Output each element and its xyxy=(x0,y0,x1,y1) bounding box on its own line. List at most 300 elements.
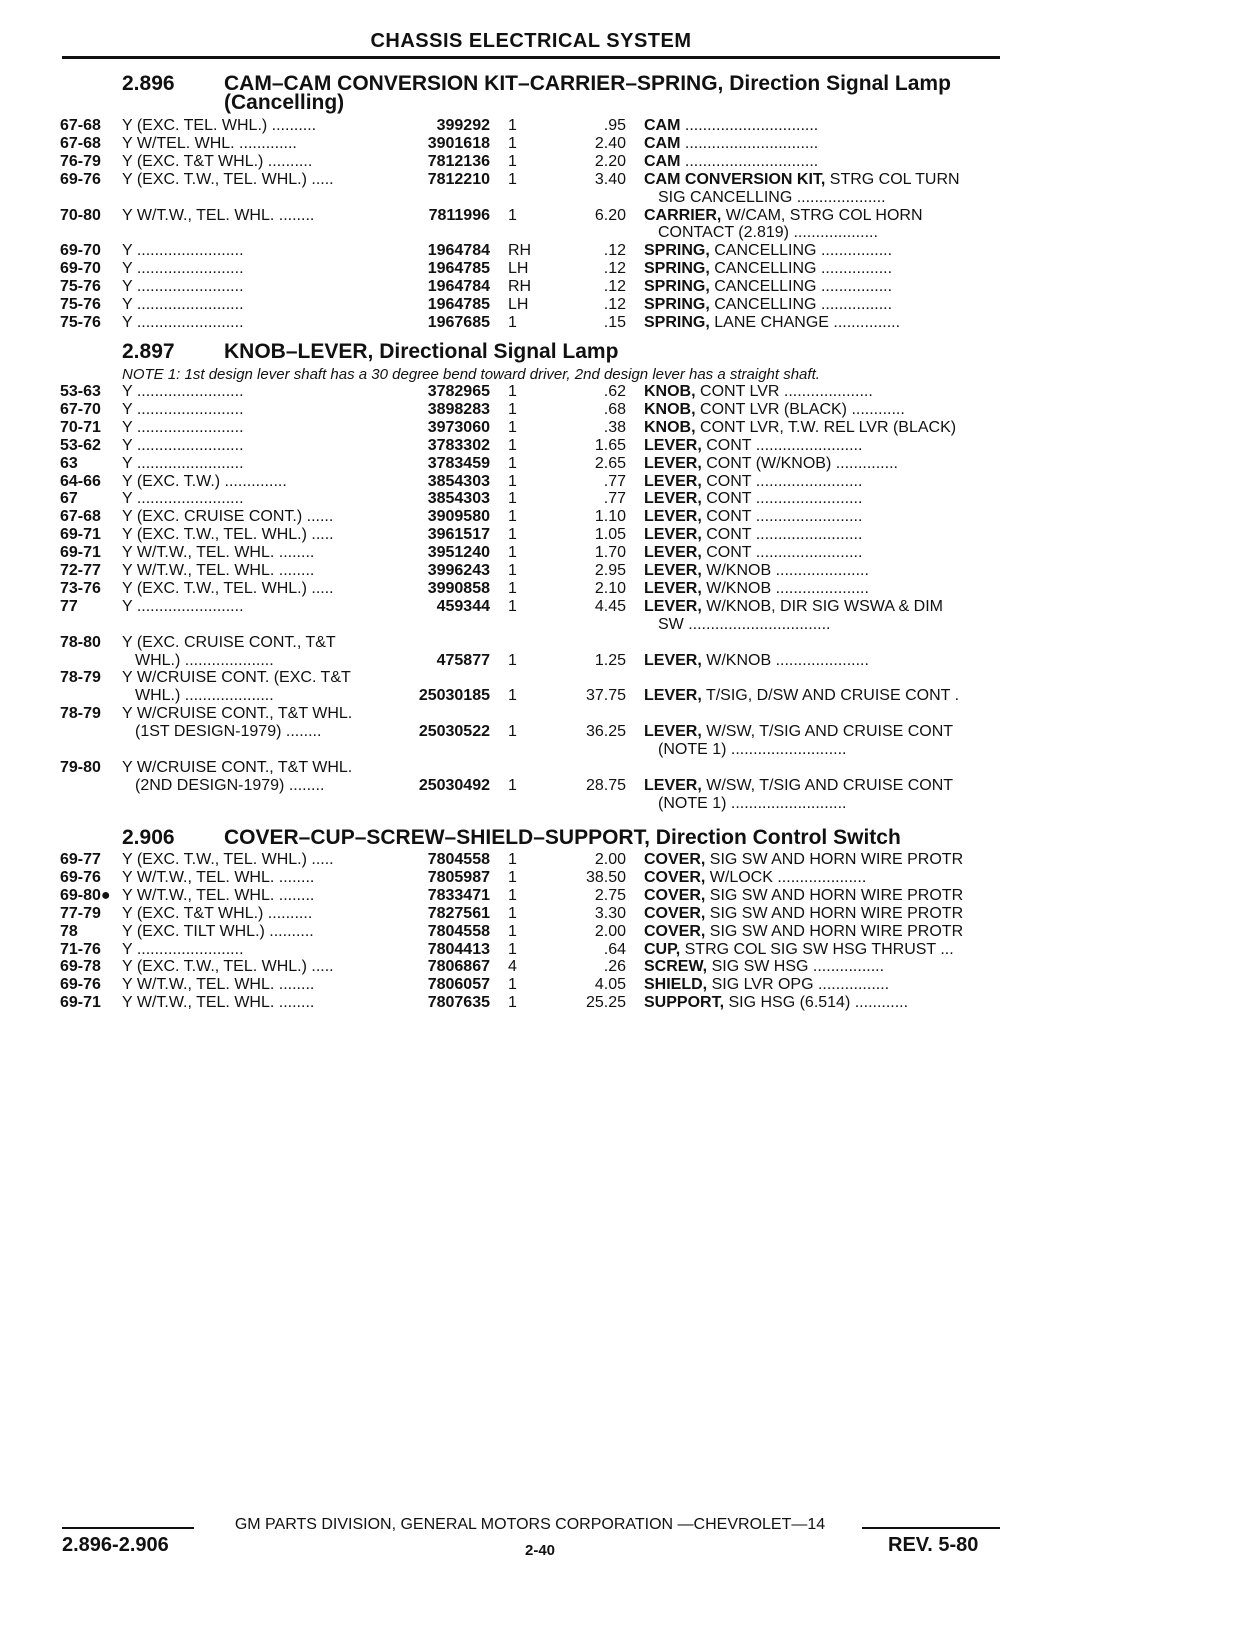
description xyxy=(644,958,1002,976)
section-number: 2.897 xyxy=(122,340,175,363)
description-detail: CONT ........................ xyxy=(701,436,863,454)
application: Y ........................ xyxy=(122,383,244,400)
quantity: 1 xyxy=(508,152,517,170)
price: 2.75 xyxy=(594,886,626,904)
description xyxy=(644,941,1002,959)
parts-row xyxy=(0,207,1240,225)
description xyxy=(644,723,1002,741)
description-name: LEVER, xyxy=(644,651,702,669)
description xyxy=(644,490,1002,508)
part-number: 7804558 xyxy=(427,922,490,940)
section-title xyxy=(224,827,901,848)
description-continuation xyxy=(0,741,1240,759)
application: Y ........................ xyxy=(122,454,244,472)
part-number: 3898283 xyxy=(427,400,490,418)
description-name: KNOB, xyxy=(644,418,696,436)
quantity: 1 xyxy=(508,400,517,418)
description-continued: (NOTE 1) .......................... xyxy=(658,794,847,812)
description-detail: W/KNOB ..................... xyxy=(701,651,869,669)
application: Y W/CRUISE CONT. (EXC. T&T xyxy=(122,669,351,687)
model-years: 77 xyxy=(60,597,78,615)
price: 38.50 xyxy=(585,868,626,886)
description-detail: T/SIG, D/SW AND CRUISE CONT . xyxy=(701,687,960,705)
section-number: 2.906 xyxy=(122,826,175,849)
description-name: SPRING, xyxy=(644,242,710,260)
model-years: 72-77 xyxy=(60,562,101,579)
price: 2.10 xyxy=(594,579,626,597)
quantity: 1 xyxy=(508,579,517,597)
quantity: 1 xyxy=(508,904,517,922)
model-years: 63 xyxy=(60,454,78,472)
description xyxy=(644,135,1002,153)
part-number: 3901618 xyxy=(427,134,490,152)
footer-rule-left xyxy=(62,1527,194,1529)
description-name: LEVER, xyxy=(644,544,702,562)
price: .38 xyxy=(603,418,626,436)
description xyxy=(644,544,1002,562)
description-name: SHIELD, xyxy=(644,976,708,994)
part-number: 7806867 xyxy=(427,958,490,976)
parts-row xyxy=(0,153,1240,171)
quantity: 1 xyxy=(508,687,517,705)
description xyxy=(644,419,1002,437)
parts-row-continuation xyxy=(0,687,1240,705)
part-number: 1964785 xyxy=(427,296,490,313)
description-name: CAM CONVERSION KIT, xyxy=(644,170,826,188)
price: 2.65 xyxy=(594,454,626,472)
description xyxy=(644,455,1002,473)
description-detail: SIG LVR OPG ................ xyxy=(707,976,890,994)
description-continued: CONTACT (2.819) ................... xyxy=(658,224,878,242)
description-name: LEVER, xyxy=(644,436,702,454)
price: 36.25 xyxy=(585,723,626,741)
description-name: SUPPORT, xyxy=(644,994,725,1012)
price: 4.05 xyxy=(594,976,626,994)
description-name: LEVER, xyxy=(644,562,702,579)
section-title-bold: KNOB–LEVER, xyxy=(224,340,374,363)
quantity: 1 xyxy=(508,868,517,886)
parts-row xyxy=(0,634,1240,652)
description xyxy=(644,687,1002,705)
parts-row xyxy=(0,296,1240,314)
price: .12 xyxy=(603,296,626,313)
part-number: 7812136 xyxy=(427,152,490,170)
part-number: 475877 xyxy=(436,651,490,669)
section-title xyxy=(224,341,618,362)
section-number: 2.896 xyxy=(122,72,175,95)
model-years: 78-79 xyxy=(60,705,101,723)
price: 2.20 xyxy=(594,152,626,170)
application: Y (EXC. TILT WHL.) .......... xyxy=(122,922,314,940)
quantity: 1 xyxy=(508,418,517,436)
model-years: 67-68 xyxy=(60,117,101,134)
application: Y (EXC. CRUISE CONT., T&T xyxy=(122,633,336,651)
application: Y ........................ xyxy=(122,242,244,260)
quantity: 1 xyxy=(508,383,517,400)
header-rule xyxy=(62,56,1000,59)
parts-row-continuation xyxy=(0,652,1240,670)
description xyxy=(644,278,1002,296)
description xyxy=(644,401,1002,419)
parts-row xyxy=(0,544,1240,562)
description-continuation xyxy=(0,795,1240,813)
model-years: 53-63 xyxy=(60,383,101,400)
quantity: 1 xyxy=(508,206,517,224)
parts-row xyxy=(0,490,1240,508)
description xyxy=(644,117,1002,135)
price: 25.25 xyxy=(585,994,626,1012)
part-number: 3996243 xyxy=(427,562,490,579)
application: Y (EXC. T&T WHL.) .......... xyxy=(122,904,313,922)
quantity: 1 xyxy=(508,472,517,490)
quantity: 1 xyxy=(508,940,517,958)
part-number: 1967685 xyxy=(427,313,490,331)
description-continuation xyxy=(0,189,1240,207)
price: 1.25 xyxy=(594,651,626,669)
description-detail: W/KNOB ..................... xyxy=(701,562,869,579)
description-detail: W/KNOB, DIR SIG WSWA & DIM xyxy=(701,597,943,615)
application: Y W/T.W., TEL. WHL. ........ xyxy=(122,976,315,994)
part-number: 3783459 xyxy=(427,454,490,472)
price: 28.75 xyxy=(585,776,626,794)
part-number: 25030522 xyxy=(418,723,490,741)
description-detail: CONT LVR (BLACK) ............ xyxy=(695,400,905,418)
application-continued: (2ND DESIGN-1979) ........ xyxy=(135,776,325,794)
quantity: 4 xyxy=(508,958,517,976)
part-number: 3961517 xyxy=(427,526,490,544)
price: .95 xyxy=(603,117,626,134)
quantity: 1 xyxy=(508,508,517,526)
footer-rule-right xyxy=(862,1527,1000,1529)
description xyxy=(644,260,1002,278)
description-continued: SIG CANCELLING .................... xyxy=(658,188,886,206)
parts-row xyxy=(0,887,1240,905)
quantity: 1 xyxy=(508,922,517,940)
description-name: CAM xyxy=(644,134,681,152)
description-name: LEVER, xyxy=(644,508,702,526)
description-name: LEVER, xyxy=(644,472,702,490)
description xyxy=(644,242,1002,260)
application-continued: WHL.) .................... xyxy=(135,651,274,669)
application: Y ........................ xyxy=(122,436,244,454)
quantity: 1 xyxy=(508,134,517,152)
model-years: 77-79 xyxy=(60,904,101,922)
description-name: COVER, xyxy=(644,868,706,886)
description xyxy=(644,383,1002,401)
description xyxy=(644,508,1002,526)
parts-row xyxy=(0,117,1240,135)
part-number: 25030185 xyxy=(418,687,490,705)
application: Y ........................ xyxy=(122,278,244,296)
description-name: LEVER, xyxy=(644,687,702,705)
description xyxy=(644,153,1002,171)
quantity: 1 xyxy=(508,490,517,508)
section-title-rest: Directional Signal Lamp xyxy=(373,340,619,363)
parts-row xyxy=(0,526,1240,544)
part-number: 459344 xyxy=(436,597,490,615)
quantity: 1 xyxy=(508,436,517,454)
model-years: 69-71 xyxy=(60,526,101,544)
quantity: 1 xyxy=(508,313,517,331)
description-name: KNOB, xyxy=(644,400,696,418)
description-detail: CONT ........................ xyxy=(701,544,863,562)
parts-row xyxy=(0,314,1240,332)
description xyxy=(644,777,1002,795)
price: 2.00 xyxy=(594,851,626,868)
price: .26 xyxy=(603,958,626,976)
description-detail: CANCELLING ................ xyxy=(709,242,893,260)
application: Y ........................ xyxy=(122,313,244,331)
model-years: 69-77 xyxy=(60,851,101,868)
description-name: COVER, xyxy=(644,851,706,868)
description-detail: CONT ........................ xyxy=(701,526,863,544)
model-years: 70-80 xyxy=(60,206,101,224)
parts-row xyxy=(0,278,1240,296)
price: .62 xyxy=(603,383,626,400)
application: Y (EXC. T&T WHL.) .......... xyxy=(122,152,313,170)
description xyxy=(644,869,1002,887)
model-years: 75-76 xyxy=(60,313,101,331)
part-number: 7811996 xyxy=(428,206,490,224)
description-name: SPRING, xyxy=(644,313,710,331)
application: Y (EXC. CRUISE CONT.) ...... xyxy=(122,508,334,526)
description-name: SPRING, xyxy=(644,296,710,313)
description-name: KNOB, xyxy=(644,383,696,400)
description xyxy=(644,851,1002,869)
application: Y W/T.W., TEL. WHL. ........ xyxy=(122,206,315,224)
parts-row xyxy=(0,383,1240,401)
description-detail: CANCELLING ................ xyxy=(709,278,893,296)
description-name: CAM xyxy=(644,117,681,134)
quantity: 1 xyxy=(508,651,517,669)
section-note: NOTE 1: 1st design lever shaft has a 30 degree bend toward driver, 2nd design lever has a straight shaft. xyxy=(122,366,820,383)
description xyxy=(644,473,1002,491)
footer-publisher: GM PARTS DIVISION, GENERAL MOTORS CORPORATION —CHEVROLET—14 xyxy=(234,1516,826,1533)
application: Y (EXC. T.W.) .............. xyxy=(122,472,287,490)
description-name: LEVER, xyxy=(644,454,702,472)
application: Y (EXC. T.W., TEL. WHL.) ..... xyxy=(122,526,334,544)
description-detail: SIG SW HSG ................ xyxy=(707,958,885,976)
description-name: COVER, xyxy=(644,922,706,940)
part-number: 1964784 xyxy=(427,278,490,296)
price: 1.65 xyxy=(594,436,626,454)
parts-row xyxy=(0,869,1240,887)
model-years: 75-76 xyxy=(60,296,101,313)
part-number: 3854303 xyxy=(427,490,490,508)
description-name: LEVER, xyxy=(644,723,702,741)
part-number: 7806057 xyxy=(427,976,490,994)
quantity: 1 xyxy=(508,723,517,741)
part-number: 7827561 xyxy=(427,904,490,922)
description xyxy=(644,994,1002,1012)
description-detail: W/CAM, STRG COL HORN xyxy=(721,206,923,224)
application: Y W/T.W., TEL. WHL. ........ xyxy=(122,868,315,886)
description-detail: LANE CHANGE ............... xyxy=(709,313,901,331)
price: 3.30 xyxy=(594,904,626,922)
description-name: CUP, xyxy=(644,940,681,958)
description-detail: STRG COL TURN xyxy=(825,170,960,188)
part-number: 3854303 xyxy=(427,472,490,490)
page-header: CHASSIS ELECTRICAL SYSTEM xyxy=(370,30,692,52)
description xyxy=(644,562,1002,580)
part-number: 399292 xyxy=(436,117,490,134)
application: Y W/TEL. WHL. ............. xyxy=(122,134,297,152)
description xyxy=(644,580,1002,598)
part-number: 7804558 xyxy=(427,851,490,868)
quantity: 1 xyxy=(508,597,517,615)
model-years: 75-76 xyxy=(60,278,101,296)
quantity: 1 xyxy=(508,117,517,134)
parts-row xyxy=(0,508,1240,526)
application: Y W/CRUISE CONT., T&T WHL. xyxy=(122,705,353,723)
price: .12 xyxy=(603,260,626,278)
application: Y ........................ xyxy=(122,400,244,418)
parts-row xyxy=(0,401,1240,419)
application: Y ........................ xyxy=(122,940,244,958)
description-detail: SIG SW AND HORN WIRE PROTR xyxy=(705,851,964,868)
application: Y ........................ xyxy=(122,490,244,508)
parts-row xyxy=(0,437,1240,455)
description-detail: W/SW, T/SIG AND CRUISE CONT xyxy=(701,776,954,794)
model-years: 69-78 xyxy=(60,958,101,976)
model-years: 53-62 xyxy=(60,436,101,454)
description xyxy=(644,526,1002,544)
quantity: 1 xyxy=(508,170,517,188)
description-name: LEVER, xyxy=(644,490,702,508)
model-years: 64-66 xyxy=(60,472,101,490)
price: .77 xyxy=(603,472,626,490)
application: Y (EXC. T.W., TEL. WHL.) ..... xyxy=(122,851,334,868)
quantity: 1 xyxy=(508,851,517,868)
part-number: 7805987 xyxy=(427,868,490,886)
model-years: 69-70 xyxy=(60,260,101,278)
application: Y (EXC. TEL. WHL.) .......... xyxy=(122,117,317,134)
application: Y (EXC. T.W., TEL. WHL.) ..... xyxy=(122,958,334,976)
parts-row xyxy=(0,580,1240,598)
description-detail: .............................. xyxy=(680,117,819,134)
parts-row xyxy=(0,669,1240,687)
description-continuation xyxy=(0,224,1240,242)
section-title-rest: Direction Signal Lamp xyxy=(723,72,951,95)
part-number: 1964784 xyxy=(427,242,490,260)
model-years: 70-71 xyxy=(60,418,101,436)
model-years: 78 xyxy=(60,922,78,940)
description-name: LEVER, xyxy=(644,597,702,615)
application: Y (EXC. T.W., TEL. WHL.) ..... xyxy=(122,579,334,597)
part-number: 3782965 xyxy=(427,383,490,400)
price: .68 xyxy=(603,400,626,418)
quantity: RH xyxy=(508,278,532,296)
price: 4.45 xyxy=(594,597,626,615)
description-detail: CONT ........................ xyxy=(701,490,863,508)
description xyxy=(644,171,1002,189)
price: 2.40 xyxy=(594,134,626,152)
description-name: SCREW, xyxy=(644,958,708,976)
application: Y W/CRUISE CONT., T&T WHL. xyxy=(122,758,353,776)
description-name: SPRING, xyxy=(644,278,710,296)
model-years: 69-76 xyxy=(60,170,101,188)
description-detail: SIG HSG (6.514) ............ xyxy=(724,994,909,1012)
description xyxy=(644,437,1002,455)
price: 3.40 xyxy=(594,170,626,188)
price: .77 xyxy=(603,490,626,508)
description-continued: SW ................................ xyxy=(658,615,831,633)
parts-row xyxy=(0,135,1240,153)
model-years: 73-76 xyxy=(60,579,101,597)
quantity: 1 xyxy=(508,776,517,794)
parts-row xyxy=(0,941,1240,959)
price: .15 xyxy=(603,313,626,331)
description-detail: CONT ........................ xyxy=(701,472,863,490)
parts-row xyxy=(0,923,1240,941)
quantity: 1 xyxy=(508,886,517,904)
parts-row xyxy=(0,171,1240,189)
part-number: 7807635 xyxy=(427,994,490,1012)
description-detail: .............................. xyxy=(680,152,819,170)
model-years: 71-76 xyxy=(60,940,101,958)
quantity: 1 xyxy=(508,526,517,544)
parts-row xyxy=(0,705,1240,723)
section-title-rest: Direction Control Switch xyxy=(649,826,901,849)
price: .12 xyxy=(603,242,626,260)
parts-row xyxy=(0,455,1240,473)
price: 1.05 xyxy=(594,526,626,544)
price: 1.70 xyxy=(594,544,626,562)
description-name: COVER, xyxy=(644,904,706,922)
price: .64 xyxy=(603,940,626,958)
part-number: 7812210 xyxy=(427,170,490,188)
parts-row xyxy=(0,759,1240,777)
description-detail: W/SW, T/SIG AND CRUISE CONT xyxy=(701,723,954,741)
description-detail: SIG SW AND HORN WIRE PROTR xyxy=(705,904,964,922)
quantity: LH xyxy=(508,296,529,313)
quantity: RH xyxy=(508,242,532,260)
application: Y W/T.W., TEL. WHL. ........ xyxy=(122,994,315,1012)
parts-row xyxy=(0,598,1240,616)
description xyxy=(644,905,1002,923)
model-years: 69-80● xyxy=(60,886,111,904)
description-name: CARRIER, xyxy=(644,206,722,224)
description-detail: W/LOCK .................... xyxy=(705,868,867,886)
quantity: 1 xyxy=(508,544,517,562)
description-name: LEVER, xyxy=(644,526,702,544)
parts-row xyxy=(0,994,1240,1012)
price: 2.00 xyxy=(594,922,626,940)
parts-row-continuation xyxy=(0,777,1240,795)
application: Y W/T.W., TEL. WHL. ........ xyxy=(122,886,315,904)
footer-section-range: 2.896-2.906 xyxy=(62,1534,169,1556)
description-name: SPRING, xyxy=(644,260,710,278)
application: Y W/T.W., TEL. WHL. ........ xyxy=(122,562,315,579)
description-name: LEVER, xyxy=(644,776,702,794)
application-continued: WHL.) .................... xyxy=(135,687,274,705)
model-years: 78-79 xyxy=(60,669,101,687)
parts-row xyxy=(0,958,1240,976)
part-number: 25030492 xyxy=(418,776,490,794)
description xyxy=(644,976,1002,994)
model-years: 67 xyxy=(60,490,78,508)
description-detail: .............................. xyxy=(680,134,819,152)
quantity: 1 xyxy=(508,454,517,472)
part-number: 3973060 xyxy=(427,418,490,436)
application: Y ........................ xyxy=(122,296,244,313)
parts-row xyxy=(0,976,1240,994)
application: Y ........................ xyxy=(122,260,244,278)
parts-row-continuation xyxy=(0,723,1240,741)
description-detail: CONT LVR .................... xyxy=(695,383,873,400)
section-title-bold: COVER–CUP–SCREW–SHIELD–SUPPORT, xyxy=(224,826,650,849)
part-number: 3909580 xyxy=(427,508,490,526)
